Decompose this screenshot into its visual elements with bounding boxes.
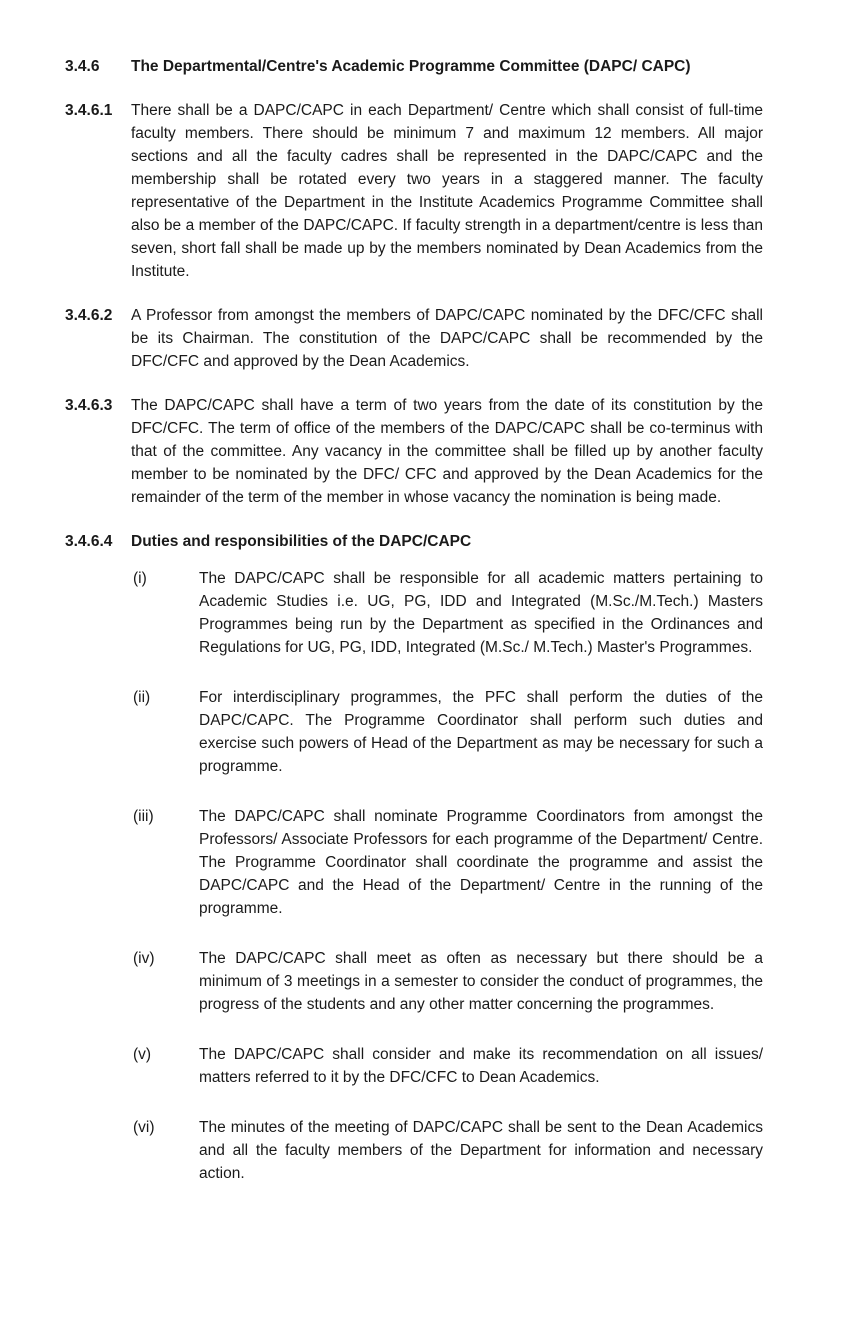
duty-text: The DAPC/CAPC shall consider and make its recommendation on all issues/ matters referred to it by the DFC/CFC to Dean Academics. [199,1046,763,1086]
duties-list [133,567,763,1185]
duty-item-iii [133,805,763,920]
duty-item-vi [133,1116,763,1185]
section-number: 3.4.6.2 [65,307,113,324]
duty-label: (ii) [133,689,151,706]
section-subheading-text: Duties and responsibilities of the DAPC/CAPC [131,533,472,550]
section-3-4-6 [65,55,763,78]
section-3-4-6-3 [65,394,763,509]
section-number: 3.4.6.4 [65,533,113,550]
duty-label: (vi) [133,1119,155,1136]
section-heading-text: The Departmental/Centre's Academic Programme Committee (DAPC/ CAPC) [131,58,691,75]
duty-label: (iii) [133,808,154,825]
section-paragraph: The DAPC/CAPC shall have a term of two years from the date of its constitution by the DFC/CFC. The term of office of the members of the DAPC/CAPC shall be co-terminus with that of the committee. Any vacancy in the committee shall be filled up by another faculty member to be nominated by the DFC/ CFC and approved by the Dean Academics for the remainder of the term of the member in whose vacancy the nomination is being made. [131,397,763,506]
duty-item-v [133,1043,763,1089]
duty-text: The DAPC/CAPC shall meet as often as necessary but there should be a minimum of 3 meetings in a semester to consider the conduct of programmes, the progress of the students and any other matter concerning the programmes. [199,950,763,1013]
duty-label: (i) [133,570,147,587]
duty-item-iv [133,947,763,1016]
section-3-4-6-4 [65,530,763,553]
duty-item-i [133,567,763,659]
duty-label: (iv) [133,950,155,967]
section-3-4-6-1 [65,99,763,283]
duty-label: (v) [133,1046,152,1063]
section-number: 3.4.6.1 [65,102,113,119]
duty-text: The DAPC/CAPC shall be responsible for all academic matters pertaining to Academic Studies i.e. UG, PG, IDD and Integrated (M.Sc./M.Tech.) Masters Programmes being run by the Department as specified in the Ordinances and Regulations for UG, PG, IDD, Integrated (M.Sc./ M.Tech.) Master's Programmes. [199,570,763,656]
section-number: 3.4.6.3 [65,397,113,414]
section-number: 3.4.6 [65,58,100,75]
duty-text: The DAPC/CAPC shall nominate Programme Coordinators from amongst the Professors/ Associate Professors for each programme of the Department/ Centre. The Programme Coordinator shall coordinate the programme and assist the DAPC/CAPC and the Head of the Department/ Centre in the running of the programme. [199,808,763,917]
duty-text: For interdisciplinary programmes, the PFC shall perform the duties of the DAPC/CAPC. The Programme Coordinator shall perform such duties and exercise such powers of Head of the Department as may be necessary for such a programme. [199,689,763,775]
section-paragraph: There shall be a DAPC/CAPC in each Department/ Centre which shall consist of full-time faculty members. There should be minimum 7 and maximum 12 members. All major sections and all the faculty cadres shall be represented in the DAPC/CAPC and the membership shall be rotated every two years in a staggered manner. The faculty representative of the Department in the Institute Academics Programme Committee shall also be a member of the DAPC/CAPC. If faculty strength in a department/centre is less than seven, short fall shall be made up by the members nominated by Dean Academics from the Institute. [131,102,763,280]
section-paragraph: A Professor from amongst the members of DAPC/CAPC nominated by the DFC/CFC shall be its Chairman. The constitution of the DAPC/CAPC shall be recommended by the DFC/CFC and approved by the Dean Academics. [131,307,763,370]
duty-text: The minutes of the meeting of DAPC/CAPC shall be sent to the Dean Academics and all the faculty members of the Department for information and necessary action. [199,1119,763,1182]
section-3-4-6-2 [65,304,763,373]
duty-item-ii [133,686,763,778]
